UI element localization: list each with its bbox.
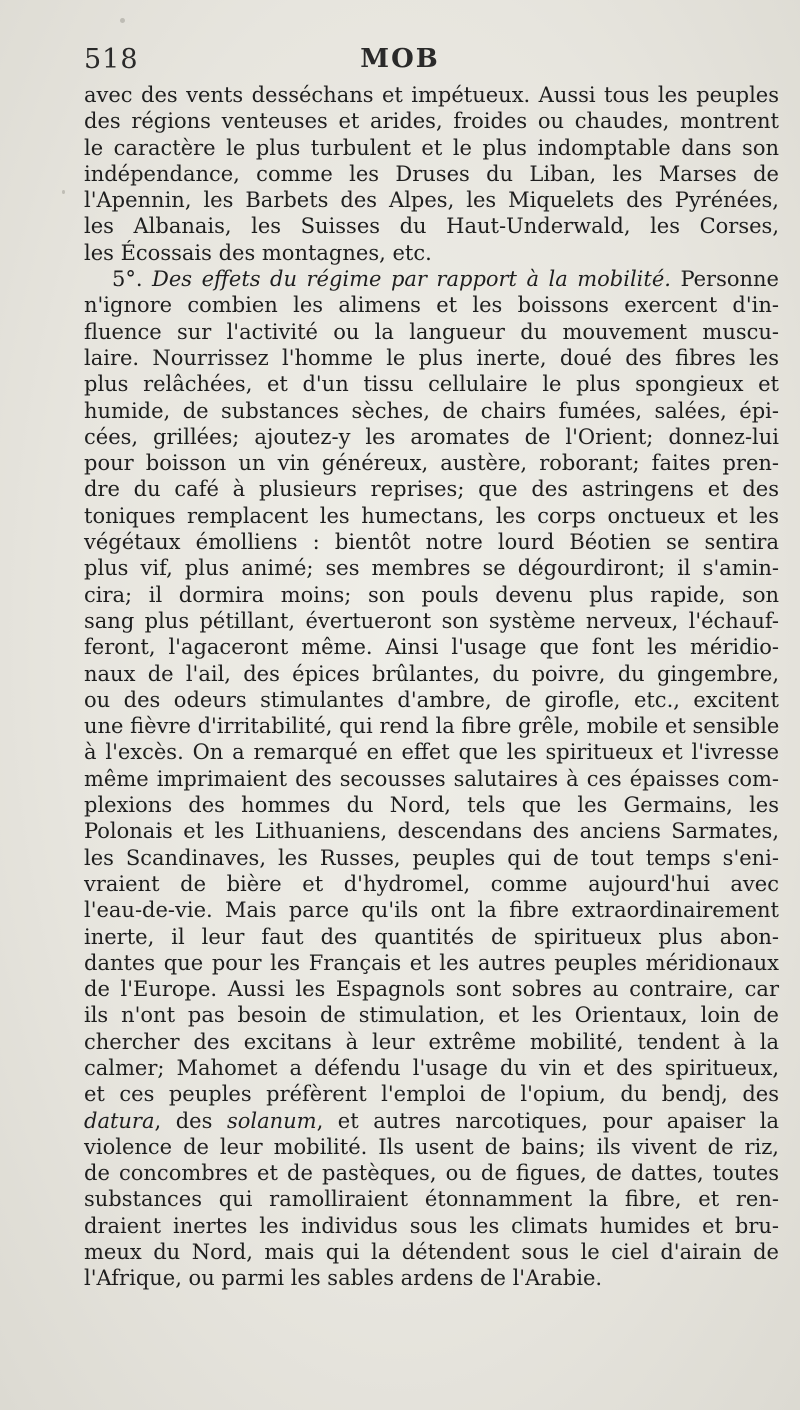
italic-term: datura	[84, 1108, 155, 1133]
text-line: dre du café à plusieurs reprises; que des astringens et des	[84, 477, 779, 502]
text-line: des régions venteuses et arides, froides ou chaudes, montrent	[84, 109, 779, 134]
paper-speck	[62, 190, 65, 194]
text-line: inerte, il leur faut des quantités de spiritueux plus abon-	[84, 924, 779, 949]
text-line: de l'Europe. Aussi les Espagnols sont sobres au contraire, car	[84, 977, 779, 1002]
paper-speck	[120, 18, 125, 23]
text-line: une fièvre d'irritabilité, qui rend la fibre grêle, mobile et sensible	[84, 714, 780, 739]
text-line: l'Afrique, ou parmi les sables ardens de l'Arabie.	[84, 1266, 603, 1291]
text-line: sang plus pétillant, évertueront son système nerveux, l'échauf-	[84, 608, 779, 633]
text-line: fluence sur l'activité ou la langueur du mouvement muscu-	[84, 319, 779, 344]
text-fragment: , des	[154, 1108, 213, 1133]
text-fragment: Personne	[680, 267, 779, 292]
text-line: même imprimaient des secousses salutaires à ces épaisses com-	[84, 766, 779, 791]
text-line	[84, 1108, 779, 1134]
text-line: humide, de substances sèches, de chairs fumées, salées, épi-	[84, 398, 779, 423]
text-fragment: et ces peuples préfèrent l'emploi de l'opium, du bendj, des	[84, 1082, 779, 1107]
text-line: toniques remplacent les humectans, les corps onctueux et les	[84, 503, 779, 528]
text-line: ils n'ont pas besoin de stimulation, et les Orientaux, loin de	[84, 1003, 779, 1028]
text-line: les Écossais des montagnes, etc.	[84, 240, 432, 265]
text-line: l'Apennin, les Barbets des Alpes, les Miquelets des Pyrénées,	[84, 188, 779, 213]
italic-term: solanum	[226, 1108, 317, 1133]
text-line: les Albanais, les Suisses du Haut-Underwald, les Corses,	[84, 214, 779, 239]
text-line: les Scandinaves, les Russes, peuples qui de tout temps s'eni-	[84, 845, 779, 870]
text-line: avec des vents desséchans et impétueux. Aussi tous les peuples	[84, 83, 779, 107]
text-line: cées, grillées; ajoutez-y les aromates de l'Orient; donnez-lui	[84, 424, 779, 449]
text-line: chercher des excitans à leur extrême mobilité, tendent à la	[84, 1029, 779, 1054]
text-line: n'ignore combien les alimens et les boissons exercent d'in-	[84, 293, 779, 318]
text-line: plexions des hommes du Nord, tels que les Germains, les	[84, 793, 779, 818]
text-line: de concombres et de pastèques, ou de figues, de dattes, toutes	[84, 1161, 779, 1186]
text-line: violence de leur mobilité. Ils usent de bains; ils vivent de riz,	[84, 1134, 779, 1159]
text-line: l'eau-de-vie. Mais parce qu'ils ont la fibre extraordinairement	[84, 898, 779, 923]
text-line: laire. Nourrissez l'homme le plus inerte, doué des fibres les	[84, 345, 779, 370]
text-line: calmer; Mahomet a défendu l'usage du vin et des spiritueux,	[84, 1055, 779, 1080]
text-line: végétaux émolliens : bientôt notre lourd Béotien se sentira	[84, 530, 779, 555]
text-line: naux de l'ail, des épices brûlantes, du poivre, du gingembre,	[84, 661, 779, 686]
text-line: plus vif, plus animé; ses membres se dégourdiront; il s'amin-	[84, 556, 779, 581]
text-line	[84, 1081, 779, 1107]
text-line: à l'excès. On a remarqué en effet que les spiritueux et l'ivresse	[84, 740, 779, 765]
text-line: feront, l'agaceront même. Ainsi l'usage que font les méridio-	[84, 635, 779, 660]
section-title: Des effets du régime par rapport à la mobilité.	[152, 267, 671, 292]
paragraph-start-line	[84, 266, 779, 292]
text-line: Polonais et les Lithuaniens, descendans des anciens Sarmates,	[84, 819, 779, 844]
text-line: draient inertes les individus sous les climats humides et bru-	[84, 1213, 779, 1238]
page-number: 518	[84, 44, 139, 75]
text-line: plus relâchées, et d'un tissu cellulaire le plus spongieux et	[84, 372, 779, 397]
text-line: dantes que pour les Français et les autres peuples méridionaux	[84, 950, 779, 975]
paragraph-number: 5°.	[112, 267, 143, 292]
text-line: substances qui ramolliraient étonnamment la fibre, et ren-	[84, 1187, 779, 1212]
body-text	[84, 82, 779, 1292]
text-line: ou des odeurs stimulantes d'ambre, de girofle, etc., excitent	[84, 687, 779, 712]
text-line: meux du Nord, mais qui la détendent sous le ciel d'airain de	[84, 1240, 779, 1265]
text-line: vraient de bière et d'hydromel, comme aujourd'hui avec	[84, 871, 779, 896]
text-line: indépendance, comme les Druses du Liban, les Marses de	[84, 161, 779, 186]
text-line: le caractère le plus turbulent et le plus indomptable dans son	[84, 135, 779, 160]
text-line: cira; il dormira moins; son pouls devenu plus rapide, son	[84, 582, 779, 607]
text-fragment: , et autres narcotiques, pour apaiser la	[316, 1108, 780, 1133]
text-line: pour boisson un vin généreux, austère, roborant; faites pren-	[84, 451, 779, 476]
running-head: MOB	[360, 44, 440, 74]
